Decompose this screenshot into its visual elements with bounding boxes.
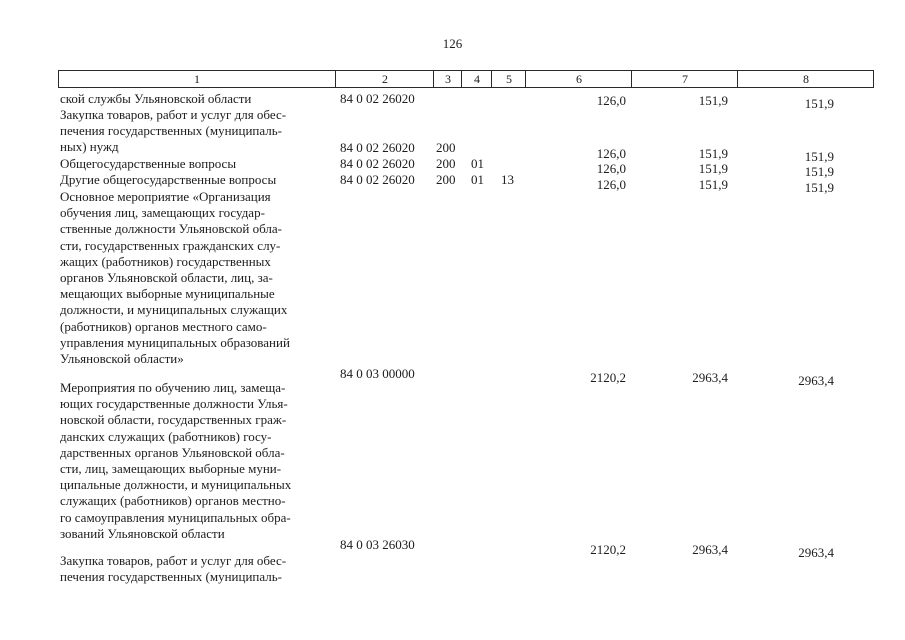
description-line: управления муниципальных образований: [60, 334, 290, 350]
header-col-8: 8: [737, 71, 874, 87]
row-description: [60, 553, 330, 585]
row-col3: 200: [436, 140, 456, 155]
row-value-col7: 151,9: [698, 93, 728, 108]
row-value-col8: 151,9: [804, 180, 834, 195]
description-line: обучения лиц, замещающих государ-: [60, 205, 265, 221]
description-line: Ульяновской области»: [60, 351, 184, 367]
row-description: [60, 189, 330, 367]
row-value-col6: 2120,2: [590, 542, 626, 557]
header-col-3: 3: [433, 71, 462, 87]
row-col3: 200: [436, 156, 456, 171]
description-line: жащих (работников) государственных: [60, 253, 271, 269]
row-code: 84 0 02 26020: [340, 156, 415, 171]
description-line: ных) нужд: [60, 139, 119, 155]
description-line: ской службы Ульяновской области: [60, 91, 252, 106]
row-col3: 200: [436, 172, 456, 187]
row-value-col8: 151,9: [804, 149, 834, 164]
description-line: Другие общегосударственные вопросы: [60, 172, 277, 187]
row-value-col6: 126,0: [596, 177, 626, 192]
row-value-col7: 2963,4: [692, 370, 728, 385]
page-number: 126: [442, 36, 463, 51]
header-col-5: 5: [491, 71, 526, 87]
row-description: [60, 172, 330, 188]
row-code: 84 0 03 26030: [340, 537, 415, 552]
description-line: сти, лиц, замещающих выборные муни-: [60, 461, 282, 477]
row-col4: 01: [471, 156, 484, 171]
row-value-col7: 151,9: [698, 161, 728, 176]
description-line: Общегосударственные вопросы: [60, 156, 237, 171]
row-col5: 13: [501, 172, 514, 187]
row-value-col6: 2120,2: [590, 370, 626, 385]
row-value-col6: 126,0: [596, 161, 626, 176]
row-value-col8: 151,9: [804, 96, 834, 111]
description-line: Мероприятия по обучению лиц, замеща-: [60, 380, 286, 395]
row-description: [60, 156, 330, 172]
description-line: мещающих выборные муниципальные: [60, 286, 275, 302]
row-code: 84 0 02 26020: [340, 172, 415, 187]
description-line: органов Ульяновской области, лиц, за-: [60, 270, 273, 286]
header-col-6: 6: [525, 71, 632, 87]
description-line: данских служащих (работников) госу-: [60, 428, 272, 444]
description-line: Основное мероприятие «Организация: [60, 189, 271, 204]
description-line: го самоуправления муниципальных обра-: [60, 509, 291, 525]
description-line: ющих государственные должности Улья-: [60, 396, 288, 412]
description-line: сти, государственных гражданских слу-: [60, 237, 281, 253]
row-description: [60, 107, 330, 156]
header-col-1: 1: [194, 72, 200, 86]
row-value-col7: 2963,4: [692, 542, 728, 557]
description-line: печения государственных (муниципаль-: [60, 569, 283, 585]
row-col4: 01: [471, 172, 484, 187]
table-header: [58, 70, 874, 88]
row-description: [60, 91, 330, 107]
row-value-col8: 2963,4: [798, 373, 834, 388]
row-code: 84 0 03 00000: [340, 366, 415, 381]
row-value-col8: 2963,4: [798, 545, 834, 560]
description-line: ственные должности Ульяновской обла-: [60, 221, 282, 237]
description-line: Закупка товаров, работ и услуг для обес-: [60, 107, 287, 122]
description-line: новской области, государственных граж-: [60, 412, 287, 428]
description-line: (работников) органов местного само-: [60, 318, 267, 334]
description-line: дарственных органов Ульяновской обла-: [60, 444, 285, 460]
header-col-2: 2: [335, 71, 434, 87]
description-line: служащих (работников) органов местно-: [60, 493, 286, 509]
row-value-col7: 151,9: [698, 177, 728, 192]
header-col-4: 4: [461, 71, 492, 87]
row-value-col6: 126,0: [596, 146, 626, 161]
header-col-7: 7: [631, 71, 738, 87]
description-line: ципальные должности, и муниципальных: [60, 477, 292, 493]
row-code: 84 0 02 26020: [340, 140, 415, 155]
row-value-col8: 151,9: [804, 164, 834, 179]
row-code: 84 0 02 26020: [340, 91, 415, 106]
row-value-col7: 151,9: [698, 146, 728, 161]
description-line: печения государственных (муниципаль-: [60, 123, 283, 139]
description-line: зований Ульяновской области: [60, 525, 225, 541]
row-description: [60, 380, 330, 542]
description-line: Закупка товаров, работ и услуг для обес-: [60, 553, 287, 568]
description-line: должности, и муниципальных служащих: [60, 302, 288, 318]
row-value-col6: 126,0: [596, 93, 626, 108]
